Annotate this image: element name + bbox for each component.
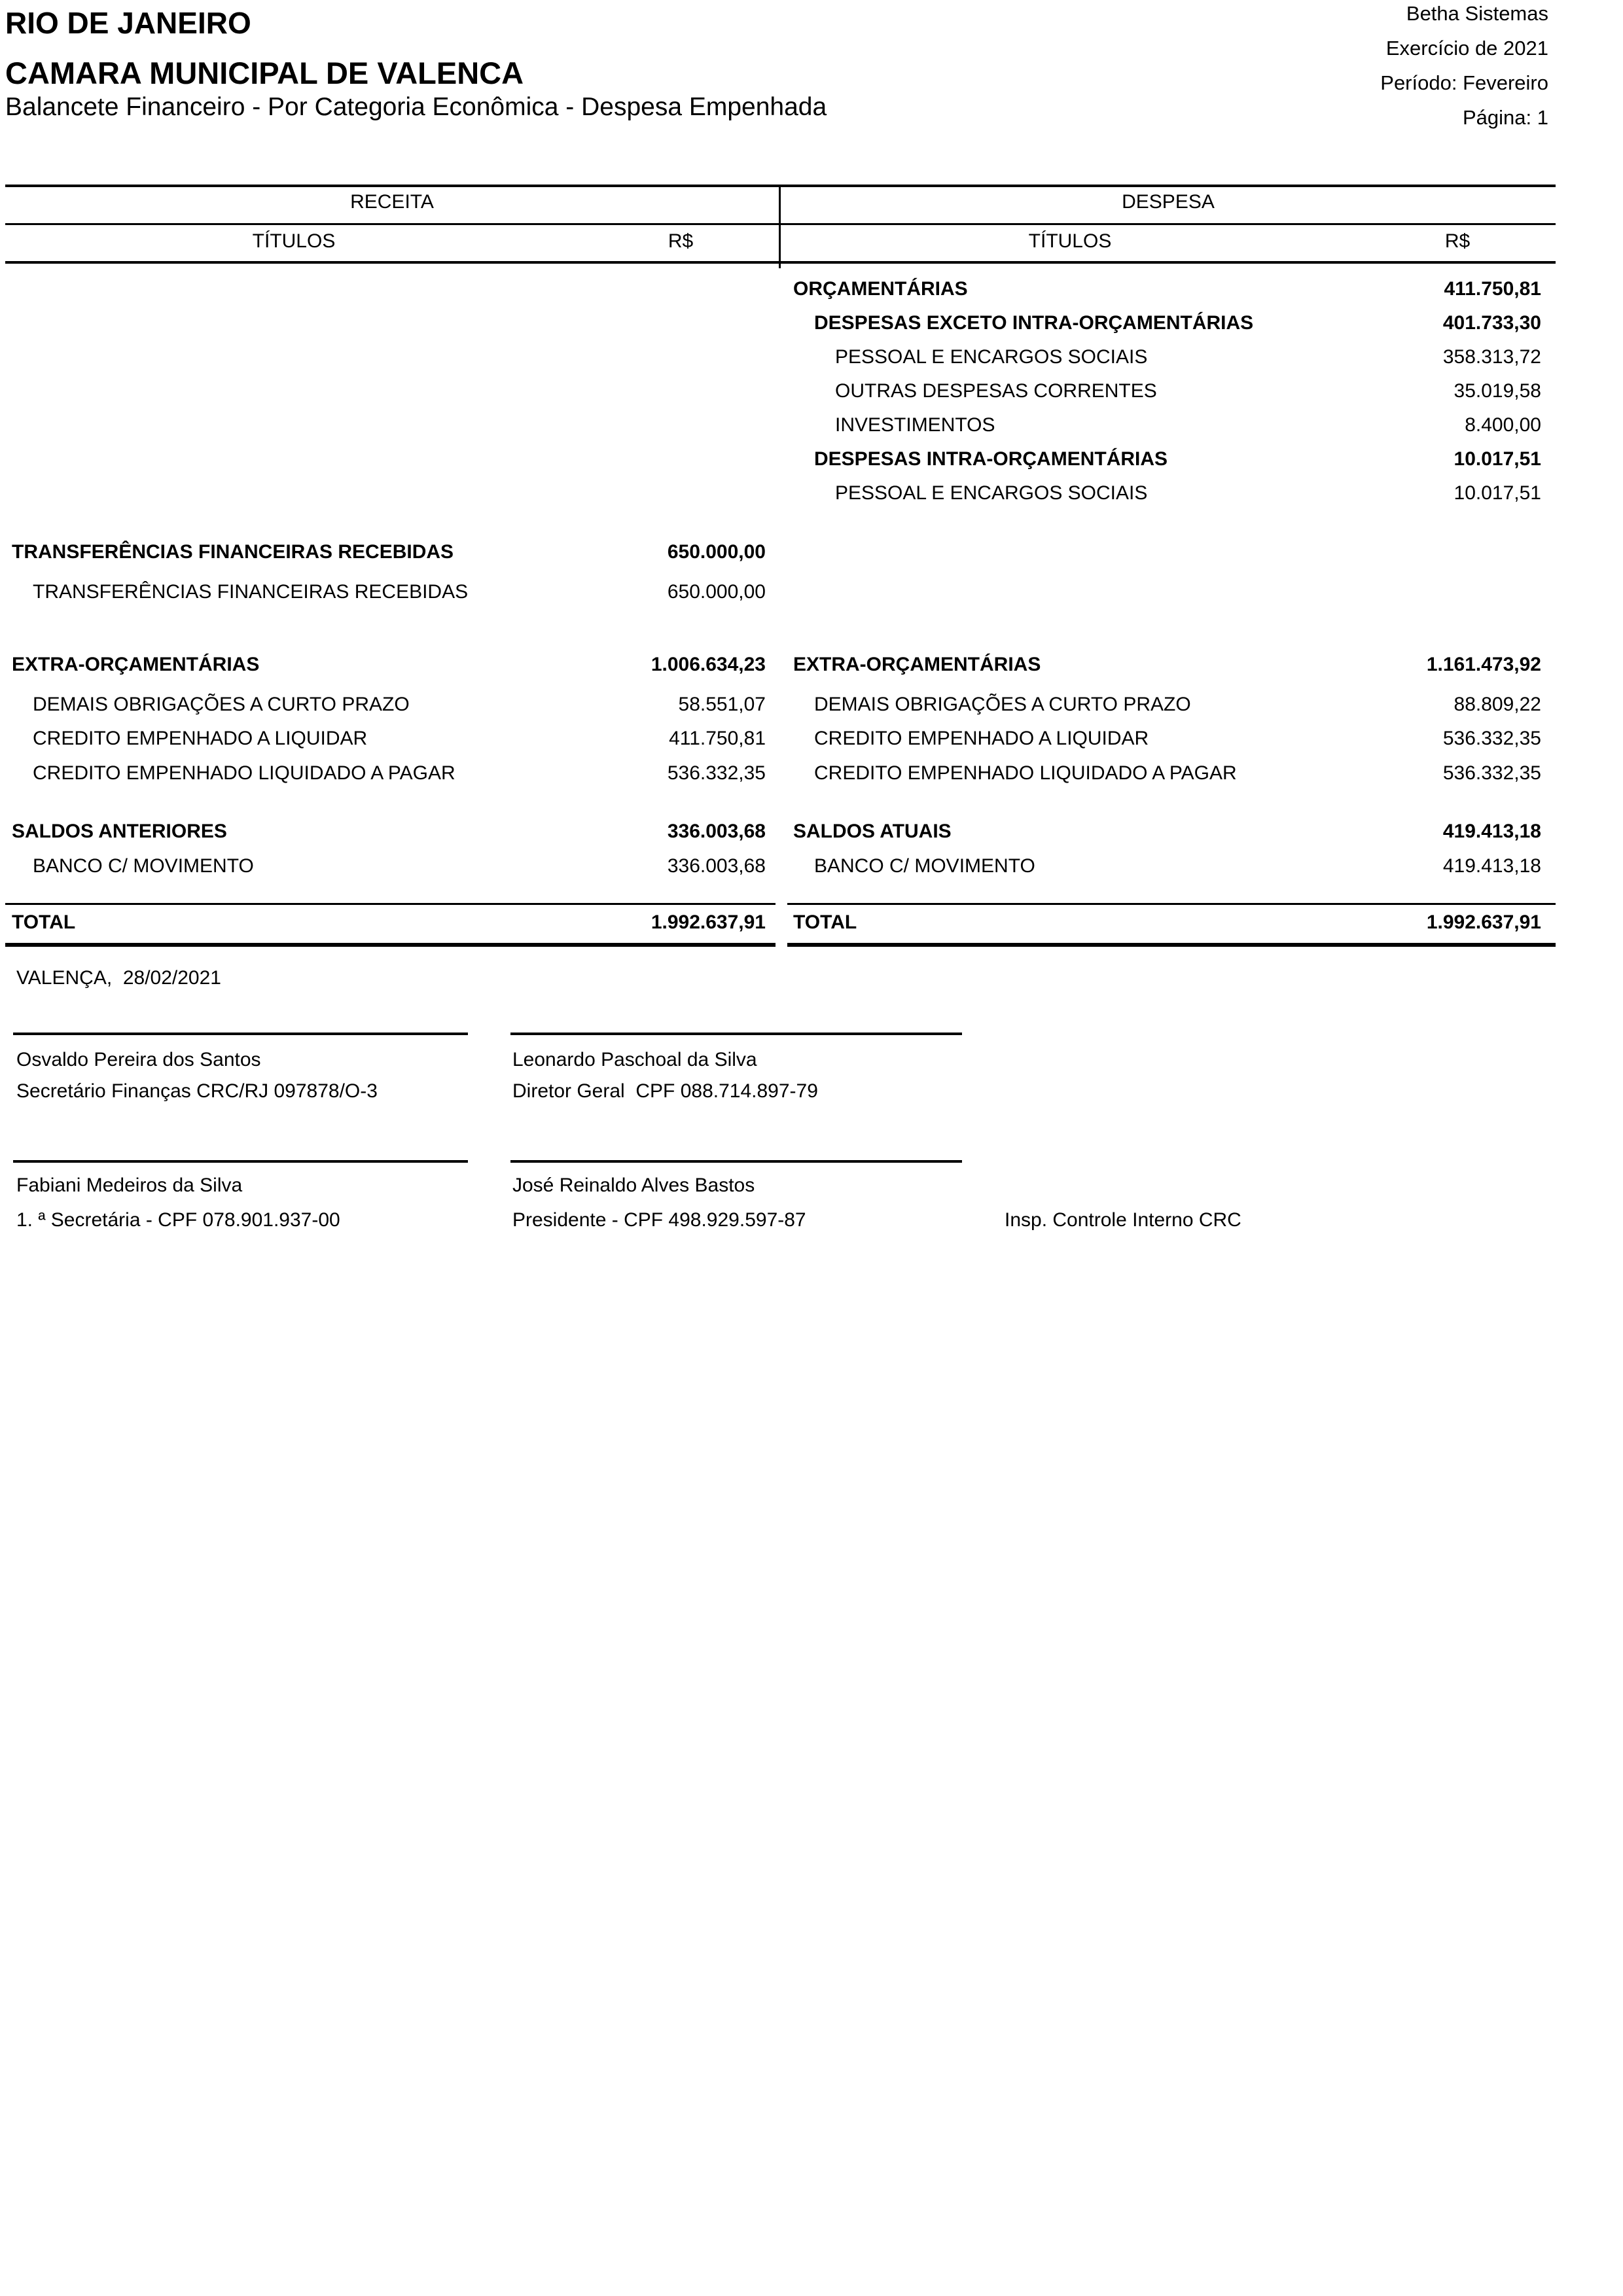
- despesa-col-titulos: TÍTULOS: [1028, 230, 1112, 252]
- row-label: BANCO C/ MOVIMENTO: [33, 855, 254, 877]
- total-label: TOTAL: [12, 911, 76, 933]
- table-row: [779, 692, 1556, 718]
- row-value: 536.332,35: [1442, 762, 1541, 784]
- place-date: VALENÇA, 28/02/2021: [16, 967, 221, 989]
- row-value: 10.017,51: [1454, 482, 1541, 504]
- period-label: Período: Fevereiro: [1380, 71, 1548, 94]
- page-number: Página: 1: [1463, 106, 1548, 129]
- table-row: [5, 726, 779, 752]
- signatory-name: Osvaldo Pereira dos Santos: [16, 1049, 261, 1070]
- row-value: 419.413,18: [1442, 821, 1541, 842]
- row-label: EXTRA-ORÇAMENTÁRIAS: [793, 654, 1041, 675]
- row-label: DESPESAS EXCETO INTRA-ORÇAMENTÁRIAS: [814, 312, 1254, 334]
- row-label: BANCO C/ MOVIMENTO: [814, 855, 1035, 877]
- row-label: SALDOS ANTERIORES: [12, 821, 227, 842]
- table-row: [5, 692, 779, 718]
- total-row: [779, 910, 1556, 936]
- total-label: TOTAL: [793, 911, 857, 933]
- row-value: 419.413,18: [1442, 855, 1541, 877]
- row-label: CREDITO EMPENHADO A LIQUIDAR: [33, 728, 368, 749]
- row-value: 1.161.473,92: [1426, 654, 1541, 675]
- row-label: CREDITO EMPENHADO A LIQUIDAR: [814, 728, 1149, 749]
- row-value: 35.019,58: [1454, 380, 1541, 402]
- table-row: [779, 760, 1556, 786]
- table-row: [5, 819, 779, 845]
- receita-col-currency: R$: [668, 230, 694, 252]
- total-value: 1.992.637,91: [651, 911, 766, 933]
- table-row: [779, 726, 1556, 752]
- row-value: 536.332,35: [667, 762, 766, 784]
- table-row: [779, 446, 1556, 472]
- receita-total-top-rule: [5, 903, 776, 905]
- row-label: CREDITO EMPENHADO LIQUIDADO A PAGAR: [814, 762, 1237, 784]
- row-label: PESSOAL E ENCARGOS SOCIAIS: [835, 346, 1148, 368]
- row-label: DEMAIS OBRIGAÇÕES A CURTO PRAZO: [814, 694, 1191, 715]
- row-label: DESPESAS INTRA-ORÇAMENTÁRIAS: [814, 448, 1168, 470]
- entity-name: CAMARA MUNICIPAL DE VALENCA: [5, 56, 524, 90]
- receita-col-titulos: TÍTULOS: [252, 230, 336, 252]
- total-row: [5, 910, 779, 936]
- signatory-role: Diretor Geral CPF 088.714.897-79: [512, 1080, 818, 1102]
- receita-total-bottom-rule: [5, 943, 776, 947]
- row-value: 58.551,07: [678, 694, 766, 715]
- signatory-name: Fabiani Medeiros da Silva: [16, 1174, 243, 1196]
- table-row: [779, 310, 1556, 336]
- despesa-total-bottom-rule: [787, 943, 1556, 947]
- row-label: TRANSFERÊNCIAS FINANCEIRAS RECEBIDAS: [33, 581, 469, 603]
- table-row: [779, 276, 1556, 302]
- row-label: CREDITO EMPENHADO LIQUIDADO A PAGAR: [33, 762, 455, 784]
- row-value: 358.313,72: [1442, 346, 1541, 368]
- signatory-role: 1. ª Secretária - CPF 078.901.937-00: [16, 1209, 340, 1231]
- table-row: [5, 853, 779, 879]
- despesa-section-header: DESPESA: [1122, 191, 1215, 213]
- row-value: 8.400,00: [1465, 414, 1541, 436]
- report-title: Balancete Financeiro - Por Categoria Econômica - Despesa Empenhada: [5, 93, 827, 121]
- row-value: 650.000,00: [667, 541, 766, 563]
- row-value: 1.006.634,23: [651, 654, 766, 675]
- signature-line: [13, 1033, 468, 1035]
- row-label: EXTRA-ORÇAMENTÁRIAS: [12, 654, 260, 675]
- signature-line: [510, 1160, 962, 1163]
- table-row: [5, 760, 779, 786]
- signature-line: [13, 1160, 468, 1163]
- internal-control-note: Insp. Controle Interno CRC: [1005, 1209, 1241, 1231]
- table-row: [5, 579, 779, 605]
- row-label: DEMAIS OBRIGAÇÕES A CURTO PRAZO: [33, 694, 410, 715]
- table-row: [779, 344, 1556, 370]
- row-label: OUTRAS DESPESAS CORRENTES: [835, 380, 1157, 402]
- despesa-total-top-rule: [787, 903, 1556, 905]
- signatory-name: José Reinaldo Alves Bastos: [512, 1174, 755, 1196]
- row-label: PESSOAL E ENCARGOS SOCIAIS: [835, 482, 1148, 504]
- table-row: [779, 480, 1556, 506]
- row-value: 88.809,22: [1454, 694, 1541, 715]
- signatory-name: Leonardo Paschoal da Silva: [512, 1049, 757, 1070]
- row-value: 336.003,68: [667, 821, 766, 842]
- signature-line: [510, 1033, 962, 1035]
- despesa-col-currency: R$: [1444, 230, 1471, 252]
- vendor-name: Betha Sistemas: [1406, 2, 1548, 25]
- table-row: [779, 819, 1556, 845]
- table-row: [5, 539, 779, 565]
- table-row: [779, 412, 1556, 438]
- row-value: 336.003,68: [667, 855, 766, 877]
- row-value: 650.000,00: [667, 581, 766, 603]
- row-value: 411.750,81: [1444, 278, 1541, 300]
- table-row: [779, 378, 1556, 404]
- receita-section-header: RECEITA: [350, 191, 434, 213]
- exercise-label: Exercício de 2021: [1385, 37, 1548, 60]
- row-value: 401.733,30: [1442, 312, 1541, 334]
- row-value: 10.017,51: [1454, 448, 1541, 470]
- row-label: SALDOS ATUAIS: [793, 821, 952, 842]
- signatory-role: Presidente - CPF 498.929.597-87: [512, 1209, 806, 1231]
- table-row: [779, 652, 1556, 678]
- row-value: 411.750,81: [669, 728, 766, 749]
- row-label: ORÇAMENTÁRIAS: [793, 278, 968, 300]
- table-row: [5, 652, 779, 678]
- state-name: RIO DE JANEIRO: [5, 6, 251, 40]
- row-label: INVESTIMENTOS: [835, 414, 995, 436]
- table-row: [779, 853, 1556, 879]
- signatory-role: Secretário Finanças CRC/RJ 097878/O-3: [16, 1080, 378, 1102]
- total-value: 1.992.637,91: [1426, 911, 1541, 933]
- row-value: 536.332,35: [1442, 728, 1541, 749]
- row-label: TRANSFERÊNCIAS FINANCEIRAS RECEBIDAS: [12, 541, 454, 563]
